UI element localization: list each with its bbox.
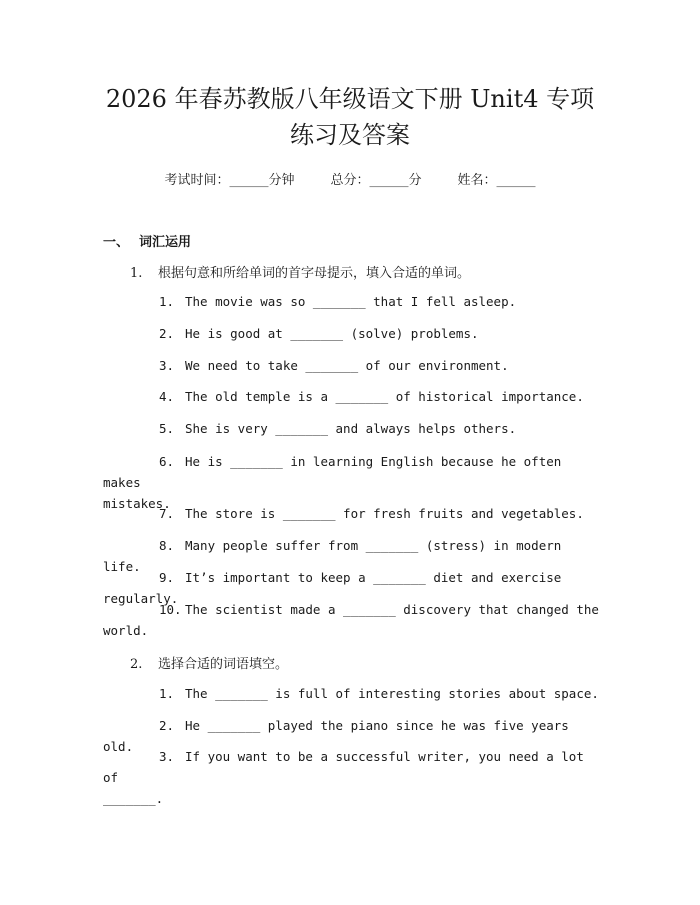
question-instruction	[130, 262, 470, 281]
document-title-line1: 2026 年春苏教版八年级语文下册 Unit4 专项	[105, 85, 595, 113]
exam-info	[0, 169, 700, 188]
exam-name: 姓名：______	[457, 173, 536, 188]
question-instruction	[130, 653, 288, 672]
list-item	[103, 355, 603, 376]
item-text-continued: mistakes.	[103, 496, 171, 511]
list-item	[103, 323, 603, 344]
item-text: The _______ is full of interesting stories about space.	[185, 686, 599, 701]
item-number: 3.	[159, 358, 175, 373]
list-item	[103, 746, 603, 809]
item-number: 8.	[159, 538, 175, 553]
item-number: 9.	[159, 570, 175, 585]
section-number: 一、	[103, 235, 130, 250]
item-number: 1.	[159, 294, 175, 309]
question-number: 2.	[130, 657, 143, 672]
list-item	[103, 418, 603, 439]
list-item	[103, 386, 603, 407]
question-text: 选择合适的词语填空。	[158, 657, 289, 672]
item-text: She is very _______ and always helps others.	[185, 421, 517, 436]
section-title: 词汇运用	[139, 235, 192, 250]
item-text: It’s important to keep a _______ diet and exercise regularly.	[103, 570, 562, 606]
list-item	[103, 683, 603, 704]
item-text-continued: _______.	[103, 791, 164, 806]
item-text: He is _______ in learning English because he often makes	[103, 454, 562, 490]
item-text-continued: world.	[103, 623, 149, 638]
item-number: 7.	[159, 506, 175, 521]
item-text: Many people suffer from _______ (stress) in modern life.	[103, 538, 562, 574]
item-text: We need to take _______ of our environment.	[185, 358, 509, 373]
item-number: 6.	[159, 454, 175, 469]
list-item	[103, 291, 603, 312]
item-number: 1.	[159, 686, 175, 701]
item-number: 10.	[159, 602, 182, 617]
document-title-line2: 练习及答案	[290, 121, 410, 149]
item-text: The scientist made a _______ discovery that changed the	[185, 602, 599, 617]
item-text: He _______ played the piano since he was five years old.	[103, 718, 569, 754]
exam-score: 总分：______分	[330, 173, 422, 188]
item-number: 3.	[159, 749, 175, 764]
item-text: He is good at _______ (solve) problems.	[185, 326, 479, 341]
exam-time: 考试时间：______分钟	[164, 173, 295, 188]
item-text: The store is _______ for fresh fruits and vegetables.	[185, 506, 584, 521]
item-text: If you want to be a successful writer, you need a lot of	[103, 749, 584, 785]
item-number: 2.	[159, 326, 175, 341]
list-item	[103, 503, 603, 524]
question-text: 根据句意和所给单词的首字母提示，填入合适的单词。	[158, 266, 471, 281]
list-item	[103, 599, 603, 641]
item-text: The old temple is a _______ of historical importance.	[185, 389, 584, 404]
question-number: 1.	[130, 266, 143, 281]
item-number: 2.	[159, 718, 175, 733]
item-number: 5.	[159, 421, 175, 436]
item-text: The movie was so _______ that I fell asleep.	[185, 294, 517, 309]
section-heading	[103, 231, 191, 250]
item-number: 4.	[159, 389, 175, 404]
